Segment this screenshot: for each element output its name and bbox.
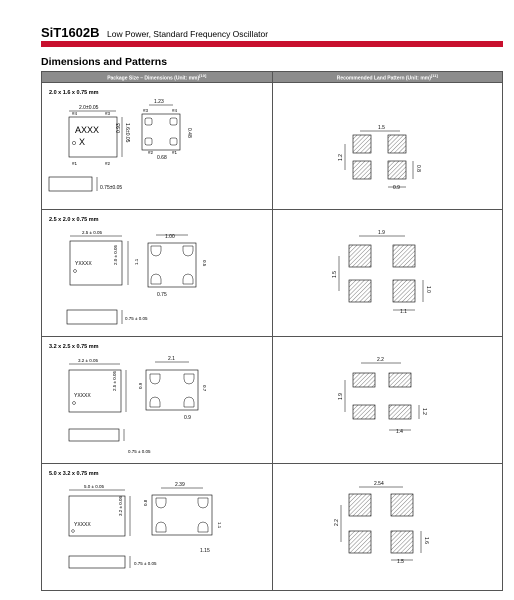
bottom-pad-v-dim: 1.1 bbox=[134, 258, 139, 265]
package-drawing bbox=[42, 210, 258, 336]
land-v-dim: 1.2 bbox=[337, 154, 344, 161]
bottom-pad-v-dim: 0.93 bbox=[116, 123, 122, 133]
pin-label: #3 bbox=[143, 108, 149, 113]
top-width-dim: 2.5 ± 0.05 bbox=[82, 230, 102, 235]
land-pad-w-dim: 1.1 bbox=[399, 309, 407, 315]
marking-line-1: YXXXX bbox=[74, 393, 91, 399]
side-view-outline bbox=[67, 310, 117, 324]
side-height-dim: 2.0 ± 0.05 bbox=[113, 245, 118, 265]
land-pattern bbox=[273, 210, 514, 336]
land-v-dim: 2.2 bbox=[333, 519, 340, 526]
column-header-package: Package Size – Dimensions (Unit: mm)[10] bbox=[42, 72, 273, 83]
land-pattern bbox=[273, 464, 514, 590]
land-pad-w-dim: 0.9 bbox=[392, 185, 400, 191]
side-height-dim: 2.5 ± 0.05 bbox=[112, 371, 117, 391]
land-pad-w-dim: 1.4 bbox=[395, 429, 403, 435]
package-size-label: 3.2 x 2.5 x 0.75 mm bbox=[49, 344, 99, 350]
table-row bbox=[42, 337, 503, 464]
bottom-pad-right-dim: 1.1 bbox=[217, 522, 222, 529]
package-drawing-cell bbox=[42, 337, 273, 464]
table-row bbox=[42, 210, 503, 337]
side-view-outline bbox=[69, 429, 119, 441]
marking-line-1: AXXX bbox=[75, 125, 100, 135]
dimensions-table bbox=[41, 71, 503, 591]
pin-label: #2 bbox=[105, 161, 111, 166]
bottom-pitch-dim: 1.00 bbox=[165, 234, 175, 240]
bottom-pad-h-dim: 0.75 bbox=[157, 292, 167, 298]
bottom-pad-v-dim: 0.9 bbox=[138, 382, 143, 389]
land-pad-w-dim: 1.5 bbox=[396, 559, 404, 565]
package-drawing-cell bbox=[42, 464, 273, 591]
marking-line-1: YXXXX bbox=[75, 261, 92, 267]
land-pad-h-dim: 1.6 bbox=[422, 537, 429, 544]
pin-label: #3 bbox=[105, 111, 111, 116]
marking-line-1: YXXXX bbox=[74, 522, 91, 528]
bottom-pad-h-dim: 0.9 bbox=[184, 415, 191, 421]
pin-label: #4 bbox=[172, 108, 178, 113]
land-pattern bbox=[273, 337, 514, 463]
land-pattern-cell bbox=[272, 337, 503, 464]
land-pattern-cell bbox=[272, 83, 503, 210]
header-rule bbox=[41, 41, 503, 47]
land-v-dim: 1.9 bbox=[337, 393, 344, 400]
thickness-dim: 0.75 ± 0.05 bbox=[134, 561, 157, 566]
land-pad-h-dim: 1.0 bbox=[424, 286, 431, 293]
pin-label: #1 bbox=[72, 161, 78, 166]
package-drawing-cell bbox=[42, 210, 273, 337]
top-view-outline bbox=[69, 496, 125, 536]
top-view-outline bbox=[69, 117, 117, 157]
table-row bbox=[42, 83, 503, 210]
side-view-outline bbox=[49, 177, 92, 191]
page-header bbox=[41, 24, 503, 42]
package-size-label: 2.0 x 1.6 x 0.75 mm bbox=[49, 90, 99, 96]
bottom-pitch-dim: 2.39 bbox=[175, 482, 185, 488]
marking-line-2: X bbox=[79, 137, 86, 147]
side-height-dim: 1.6±0.05 bbox=[124, 123, 130, 143]
bottom-pad-h-dim: 1.15 bbox=[200, 548, 210, 554]
side-view-outline bbox=[69, 556, 125, 568]
thickness-dim: 0.75±0.05 bbox=[100, 185, 123, 191]
thickness-dim: 0.75 ± 0.05 bbox=[128, 449, 151, 454]
bottom-pitch-dim: 1.23 bbox=[154, 99, 164, 105]
product-subtitle: Low Power, Standard Frequency Oscillator bbox=[107, 29, 269, 39]
bottom-pad-right-dim: 0.48 bbox=[186, 128, 192, 138]
land-pattern-cell bbox=[272, 210, 503, 337]
table-header-row bbox=[42, 72, 503, 83]
bottom-pad-right-dim: 0.5 bbox=[202, 260, 207, 267]
package-drawing-cell bbox=[42, 83, 273, 210]
bottom-pad-v-dim: 0.8 bbox=[143, 499, 148, 506]
land-pattern bbox=[273, 83, 514, 209]
land-v-dim: 1.5 bbox=[331, 271, 338, 278]
package-drawing bbox=[42, 464, 258, 590]
pin-label: #1 bbox=[172, 150, 178, 155]
table-row bbox=[42, 464, 503, 591]
pin-label: #4 bbox=[72, 111, 78, 116]
package-drawing bbox=[42, 83, 258, 209]
land-pitch-dim: 2.2 bbox=[376, 357, 384, 363]
side-height-dim: 3.2 ± 0.05 bbox=[118, 496, 123, 516]
land-pad-h-dim: 1.2 bbox=[420, 408, 427, 415]
product-name: SiT1602B bbox=[41, 25, 100, 40]
top-width-dim: 5.0 ± 0.05 bbox=[84, 484, 104, 489]
section-title: Dimensions and Patterns bbox=[41, 56, 168, 68]
thickness-dim: 0.75 ± 0.05 bbox=[125, 316, 148, 321]
top-width-dim: 3.2 ± 0.05 bbox=[78, 358, 98, 363]
land-pad-h-dim: 0.8 bbox=[414, 165, 421, 172]
package-drawing bbox=[42, 337, 258, 463]
land-pitch-dim: 2.54 bbox=[373, 481, 384, 487]
pin-label: #2 bbox=[148, 150, 154, 155]
package-size-label: 2.5 x 2.0 x 0.75 mm bbox=[49, 217, 99, 223]
column-header-land-pattern: Recommended Land Pattern (Unit: mm)[11] bbox=[272, 72, 503, 83]
top-width-dim: 2.0±0.05 bbox=[79, 105, 99, 111]
land-pitch-dim: 1.5 bbox=[377, 125, 385, 131]
bottom-pitch-dim: 2.1 bbox=[168, 356, 175, 362]
land-pitch-dim: 1.9 bbox=[377, 230, 385, 236]
land-pattern-cell bbox=[272, 464, 503, 591]
bottom-pad-right-dim: 0.7 bbox=[202, 385, 207, 392]
bottom-pad-h-dim: 0.68 bbox=[157, 155, 167, 161]
package-size-label: 5.0 x 3.2 x 0.75 mm bbox=[49, 471, 99, 477]
